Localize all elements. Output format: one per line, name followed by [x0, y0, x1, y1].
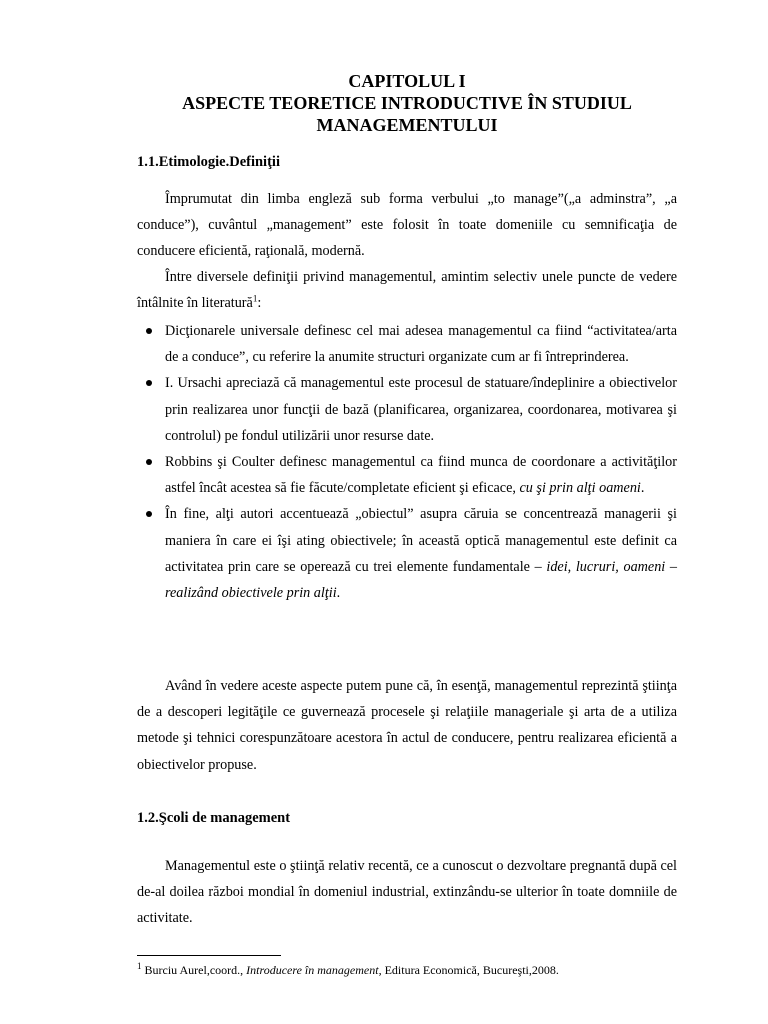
bullet-icon	[146, 511, 152, 517]
paragraph-definitii-intro	[137, 264, 677, 316]
section-title-scoli: 1.2.Şcoli de management	[137, 810, 291, 826]
paragraph-scoli: Managementul este o ştiinţă relativ recentă, ce a cunoscut o dezvoltare pregnantă după cel de-al doilea război mondial în domeniul industrial, extinzându-se ulterior în toate domniile de activitate.	[137, 858, 677, 927]
footnote-publisher: Editura Economică, Bucureşti,2008.	[381, 963, 559, 977]
list-item	[137, 449, 677, 501]
document-page	[137, 70, 677, 927]
list-item-italic: idei, lucruri, oameni – realizând obiectivele prin alţii	[165, 558, 677, 602]
definitions-list	[137, 318, 677, 606]
list-item-text: Dicţionarele universale definesc cel mai adesea managementul ca fiind “activitatea/arta de a conduce”, cu referire la anumite structuri organizate cum ar fi întreprinderea.	[165, 323, 677, 366]
list-item-text: În fine, alţi autori accentuează „obiectul” asupra căruia se concentrează managerii şi maniera în care ei îşi ating obiectivele; în această optică managementul este definit ca activitatea prin care se operează cu trei elemente fundamentale –	[165, 506, 677, 575]
list-item-text: Robbins şi Coulter definesc managementul ca fiind munca de coordonare a activităţilor astfel încât acestea să fie făcute/completate eficient şi eficace,	[165, 454, 677, 497]
list-item	[137, 318, 677, 370]
list-item	[137, 370, 677, 449]
chapter-number: CAPITOLUL I	[348, 71, 466, 91]
footnote-title: Introducere în management,	[246, 963, 382, 977]
paragraph-definitii-colon: :	[257, 295, 262, 312]
list-item-tail: .	[336, 585, 341, 602]
footnote-number: 1	[137, 961, 142, 971]
list-item-italic: cu şi prin alţi oameni	[519, 480, 641, 497]
bullet-icon	[146, 328, 152, 334]
list-item-tail: .	[640, 480, 645, 497]
footnote-author: Burciu Aurel,coord.,	[141, 963, 247, 977]
chapter-title-line1: ASPECTE TEORETICE INTRODUCTIVE ÎN STUDIUL	[182, 93, 632, 113]
footnote-divider	[137, 955, 281, 956]
chapter-heading	[137, 70, 677, 136]
list-item	[137, 501, 677, 606]
list-item-text: I. Ursachi apreciază că managementul este procesul de statuare/îndeplinire a obiectivelor prin realizarea unor funcţii de bază (planificarea, organizarea, coordonarea, motivarea şi controlul) pe fondul utilizării unor resurse date.	[165, 375, 677, 444]
bullet-icon	[146, 459, 152, 465]
bullet-icon	[146, 380, 152, 386]
footnote-ref: 1	[252, 293, 258, 304]
paragraph-esenta: Având în vedere aceste aspecte putem pune că, în esenţă, managementul reprezintă ştiinţa de a descoperi legităţile ce guvernează procesele şi relaţiile manageriale şi arta de a utiliza metode şi tehnici corespunzătoare acestora în actul de conducere, pentru realizarea eficientă a obiectivelor propuse.	[137, 678, 677, 773]
footnote	[137, 962, 559, 978]
section-title-etimologie: 1.1.Etimologie.Definiţii	[137, 154, 280, 170]
paragraph-definitii-text: Între diversele definiţii privind managementul, amintim selectiv unele puncte de vedere întâlnite în literatură	[137, 269, 677, 312]
paragraph-etimologie: Împrumutat din limba engleză sub forma verbului „to manage”(„a adminstra”, „a conduce”), cuvântul „management” este folosit în toate domeniile cu semnificaţia de conducere eficientă, raţională, modernă.	[137, 191, 677, 260]
chapter-title-line2: MANAGEMENTULUI	[316, 115, 498, 135]
